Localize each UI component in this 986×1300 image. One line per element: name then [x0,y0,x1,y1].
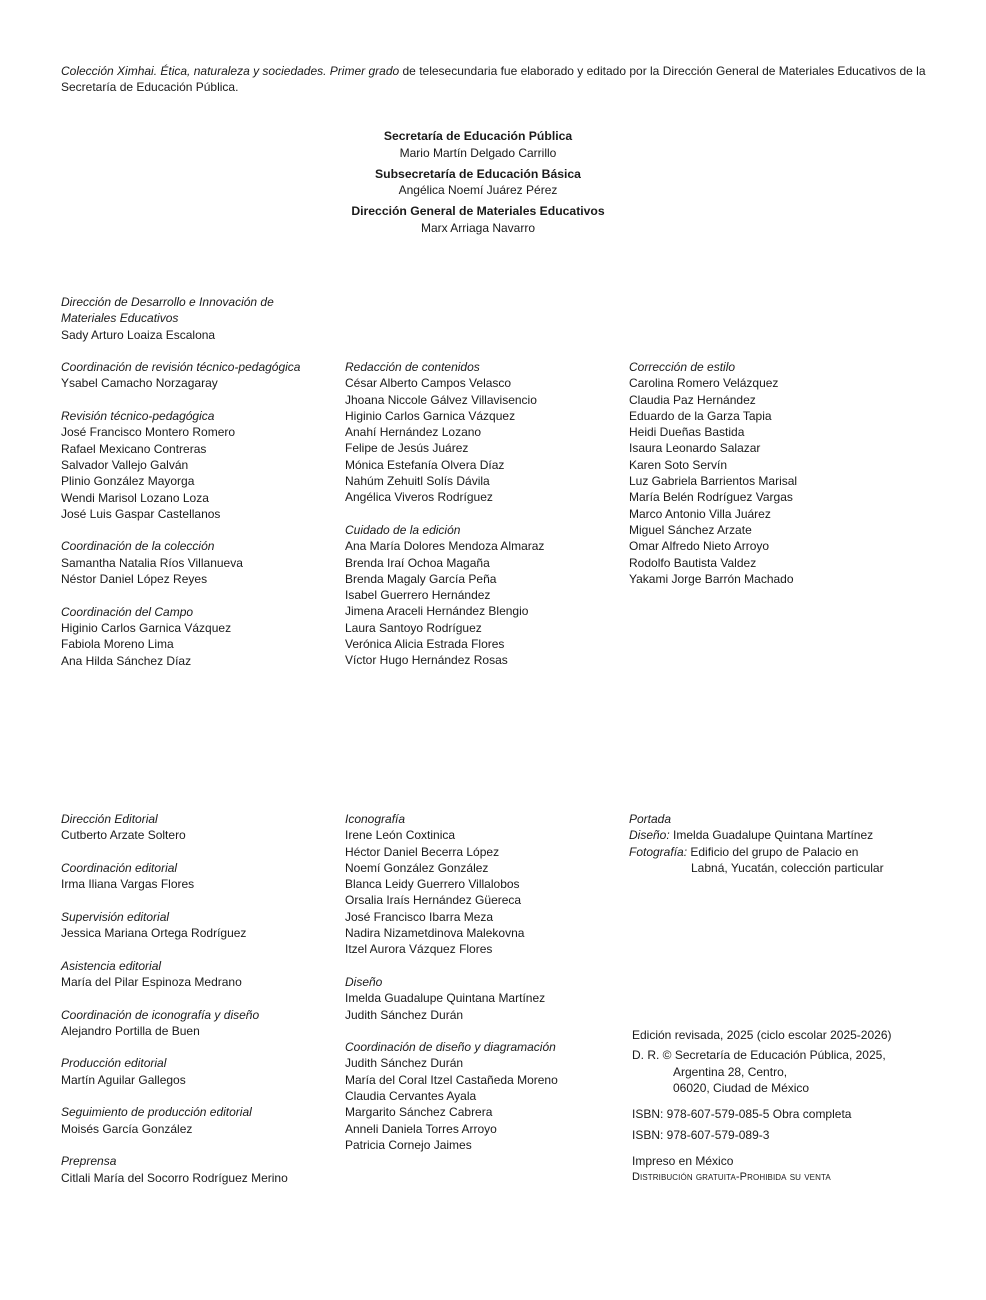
credit-group [629,359,914,587]
isbn-volume: ISBN: 978-607-579-089-3 [632,1128,770,1143]
credit-name: Blanca Leidy Guerrero Villalobos [345,877,520,892]
credit-group [61,958,346,991]
credit-group [61,604,346,669]
official-person: Marx Arriaga Navarro [420,220,536,235]
credit-name: Marco Antonio Villa Juárez [629,506,771,521]
credit-name: Brenda Iraí Ochoa Magaña [345,555,490,570]
credit-group [61,1055,346,1088]
cover-heading: Portada [629,812,672,826]
credit-role: Producción editorial [61,1056,167,1071]
official-person: Angélica Noemí Juárez Pérez [398,183,558,197]
credit-name: Jhoana Niccole Gálvez Villavisencio [345,392,537,407]
official-org: Subsecretaría de Educación Básica [375,166,581,181]
credit-role: Coordinación de revisión técnico-pedagógica [61,360,301,375]
credit-role: Corrección de estilo [629,360,736,374]
credit-name: Judith Sánchez Durán [345,1007,464,1022]
credit-group [61,1104,346,1137]
credit-group [61,538,346,587]
credit-name: Omar Alfredo Nieto Arroyo [629,539,770,554]
credit-name: María del Pilar Espinoza Medrano [61,974,242,989]
credit-name: María Belén Rodríguez Vargas [629,490,793,505]
credit-name: Claudia Cervantes Ayala [345,1089,477,1104]
credit-name: Imelda Guadalupe Quintana Martínez [345,991,546,1006]
credit-name: Cutberto Arzate Soltero [61,828,186,843]
credit-name: Irene León Coxtinica [345,828,456,843]
credit-name: Brenda Magaly García Peña [345,571,497,586]
credit-name: Patricia Cornejo Jaimes [345,1137,472,1152]
credit-role: Dirección Editorial [61,812,158,826]
credit-name: Carolina Romero Velázquez [629,376,779,391]
credit-role: Revisión técnico-pedagógica [61,409,215,424]
credit-name: Judith Sánchez Durán [345,1056,464,1071]
credit-group [345,1039,630,1153]
credit-name: Angélica Viveros Rodríguez [345,490,493,505]
credit-role: Coordinación de diseño y diagramación [345,1040,556,1055]
copyright-line: D. R. © Secretaría de Educación Pública, 2025, [632,1048,886,1063]
credit-name: Itzel Aurora Vázquez Flores [345,942,493,957]
credit-name: Verónica Alicia Estrada Flores [345,637,505,652]
credit-role: Asistencia editorial [61,958,162,973]
credit-name: José Francisco Ibarra Meza [345,909,494,924]
credit-group [345,522,630,669]
credit-name: Rafael Mexicano Contreras [61,441,207,456]
credit-role: Coordinación del Campo [61,604,194,619]
credit-name: Isaura Leonardo Salazar [629,441,761,456]
officials-block [0,128,956,241]
credit-role: Coordinación de iconografía y diseño [61,1007,260,1022]
credit-name: Yakami Jorge Barrón Machado [629,571,794,586]
credit-name: Claudia Paz Hernández [629,392,756,407]
credits-lower-left [61,811,346,1202]
credit-name: Anahí Hernández Lozano [345,425,482,440]
credit-group [61,860,346,893]
credits-lower-middle [345,811,630,1170]
official-person: Mario Martín Delgado Carrillo [399,145,557,160]
cover-design-name: Imelda Guadalupe Quintana Martínez [669,828,874,843]
credit-name: Salvador Vallejo Galván [61,457,189,472]
credit-name: Ysabel Camacho Norzagaray [61,376,218,391]
credit-name: Wendi Marisol Lozano Loza [61,490,209,505]
credits-upper-left [61,294,346,685]
address-line-2: 06020, Ciudad de México [673,1080,810,1095]
credit-group [61,1007,346,1040]
credit-name: Karen Soto Servín [629,457,728,472]
credit-name: Jessica Mariana Ortega Rodríguez [61,926,247,941]
credit-name: Moisés García González [61,1121,193,1136]
cover-photo-credit [629,844,949,860]
distribution-notice: Distribución gratuita-Prohibida su venta [632,1171,831,1184]
cover-photo-text: Edificio del grupo de Palacio en [687,844,859,859]
credit-name: Miguel Sánchez Arzate [629,522,752,537]
credit-name: Fabiola Moreno Lima [61,637,174,652]
credit-group [61,1153,346,1186]
credit-name: Héctor Daniel Becerra López [345,844,500,859]
credit-role: Iconografía [345,812,406,826]
credit-name: Isabel Guerrero Hernández [345,588,491,603]
edition-line: Edición revisada, 2025 (ciclo escolar 2025-2026) [632,1028,892,1042]
credit-name: Laura Santoyo Rodríguez [345,620,482,635]
official-org: Secretaría de Educación Pública [383,129,573,143]
credit-name: Sady Arturo Loaiza Escalona [61,327,216,342]
credit-name: Citlali María del Socorro Rodríguez Merino [61,1170,288,1185]
credit-role: Diseño [345,974,383,989]
credit-group [61,294,346,343]
credits-upper-right [629,359,914,603]
credit-name: José Luis Gaspar Castellanos [61,506,221,521]
credit-role: Coordinación editorial [61,860,178,875]
credit-name: Eduardo de la Garza Tapia [629,408,772,423]
credit-name: Samantha Natalia Ríos Villanueva [61,555,243,570]
cover-photo-text-2: Labná, Yucatán, colección particular [691,860,884,875]
cover-photo-role: Fotografía: [629,844,688,859]
credit-name: Anneli Daniela Torres Arroyo [345,1121,497,1136]
credit-name: Alejandro Portilla de Buen [61,1023,200,1038]
credit-name: Nadira Nizametdinova Malekovna [345,926,525,941]
legal-block [632,1027,932,1185]
credit-group [61,909,346,942]
credit-name: Jimena Araceli Hernández Blengio [345,604,529,619]
credit-name: José Francisco Montero Romero [61,425,236,440]
cover-design-role: Diseño: [629,828,670,843]
printed-in: Impreso en México [632,1153,734,1168]
credit-name: Ana Hilda Sánchez Díaz [61,653,192,668]
credit-name: Rodolfo Bautista Valdez [629,555,757,570]
credit-role: Coordinación de la colección [61,539,215,554]
cover-credits [629,811,949,876]
credit-name: Luz Gabriela Barrientos Marisal [629,474,798,489]
credit-role: Supervisión editorial [61,909,170,924]
credit-name: Higinio Carlos Garnica Vázquez [345,408,516,423]
credit-name: Víctor Hugo Hernández Rosas [345,653,508,668]
credit-name: Higinio Carlos Garnica Vázquez [61,620,232,635]
credit-name: Nahúm Zehuitl Solís Dávila [345,474,490,489]
credit-name: María del Coral Itzel Castañeda Moreno [345,1072,558,1087]
cover-design-credit [629,827,949,843]
credit-role: Redacción de contenidos [345,360,480,374]
credit-name: Ana María Dolores Mendoza Almaraz [345,539,545,554]
address-line-1: Argentina 28, Centro, [673,1064,788,1079]
credit-role: Cuidado de la edición [345,522,461,537]
credit-name: Margarito Sánchez Cabrera [345,1105,493,1120]
credit-role: Dirección de Desarrollo e Innovación de Materiales Educativos [61,295,274,326]
credit-group [345,359,630,506]
credit-group [61,408,346,522]
credits-upper-middle [345,359,630,685]
intro-text: de telesecundaria fue elaborado y editado por la Dirección General de Materiales Educativos de la Secretaría de Educación Pública. [61,64,926,94]
credit-name: Martín Aguilar Gallegos [61,1072,186,1087]
credit-name: Irma Iliana Vargas Flores [61,877,195,892]
credit-group [345,811,630,958]
official-org: Dirección General de Materiales Educativos [351,204,605,218]
credit-name: Néstor Daniel López Reyes [61,572,208,587]
credit-name: Felipe de Jesús Juárez [345,441,469,456]
credit-name: Mónica Estefanía Olvera Díaz [345,457,505,472]
credit-name: Heidi Dueñas Bastida [629,425,745,440]
credit-group [61,359,346,392]
credit-name: César Alberto Campos Velasco [345,376,512,391]
book-title: Colección Ximhai. Ética, naturaleza y sociedades. Primer grado [61,64,400,78]
credit-group [345,974,630,1023]
credit-group [61,811,346,844]
credit-name: Noemí González González [345,860,489,875]
credit-name: Plinio González Mayorga [61,474,195,489]
credit-name: Orsalia Iraís Hernández Güereca [345,893,522,908]
isbn-complete: ISBN: 978-607-579-085-5 Obra completa [632,1107,852,1122]
credit-role: Seguimiento de producción editorial [61,1105,252,1120]
credit-role: Preprensa [61,1154,117,1169]
colophon-intro [61,63,931,95]
